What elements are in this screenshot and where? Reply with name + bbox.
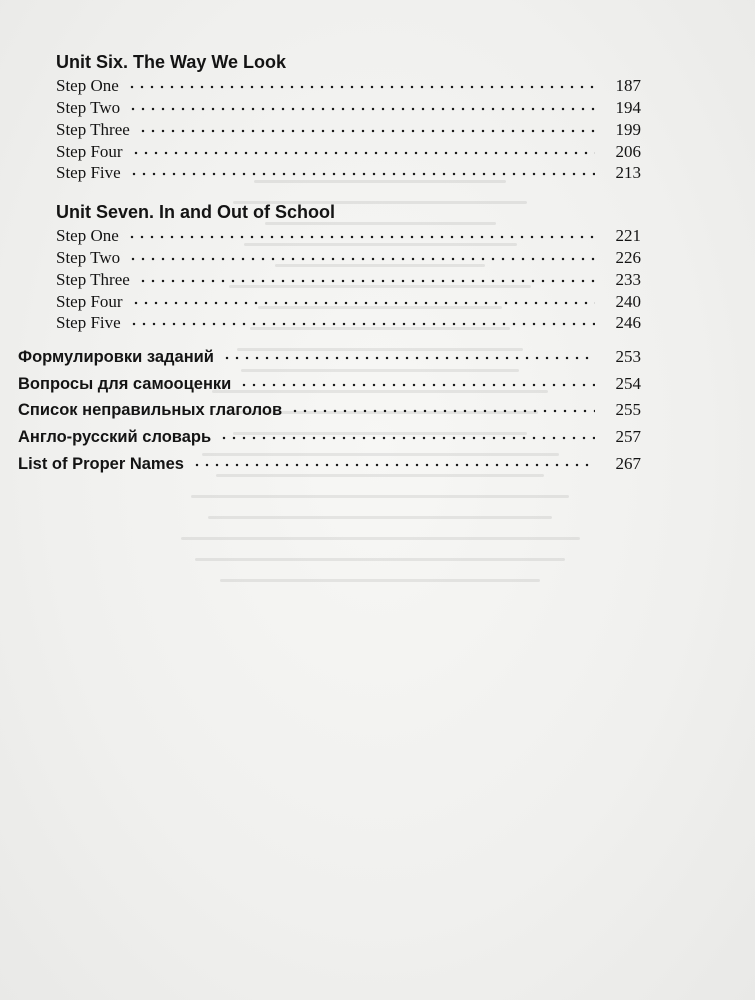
toc-appendix-entry[interactable] [18,425,641,447]
toc-entry-label: Step Five [56,163,121,182]
toc-appendix-entry[interactable] [18,372,641,394]
dot-leader [192,461,595,469]
dot-leader [138,127,595,135]
toc-entry-label: Step Two [56,248,121,267]
toc-entry-label: Step Three [56,120,130,139]
toc-appendix-entry[interactable] [18,398,641,420]
toc-entry-page: 187 [615,76,641,95]
toc-entry-label: Список неправильных глаголов [18,401,283,419]
dot-leader [129,320,595,328]
toc-entry-label: Вопросы для самооценки [18,375,232,393]
toc-entry-label: List of Proper Names [18,455,184,473]
toc-entry-page: 246 [615,313,641,332]
toc-entry-page: 254 [615,374,641,393]
toc-entry-page: 233 [615,270,641,289]
toc-entry[interactable] [56,290,641,312]
toc-entry-label: Англо-русский словарь [18,428,212,446]
toc-appendix-entry[interactable] [18,452,641,474]
toc-entry-page: 253 [615,347,641,366]
toc-entry-label: Формулировки заданий [18,348,214,366]
toc-entry-label: Step Five [56,313,121,332]
toc-entry-page: 221 [615,226,641,245]
toc-entry[interactable] [56,246,641,268]
unit-six-title: Unit Six. The Way We Look [56,52,287,72]
toc-entry-page: 213 [615,163,641,182]
dot-leader [127,83,595,91]
toc-entry-label: Step One [56,226,119,245]
dot-leader [138,277,595,285]
toc-entry-page: 240 [615,292,641,311]
toc-entry[interactable] [56,161,641,183]
dot-leader [131,149,595,157]
toc-entry-page: 199 [615,120,641,139]
dot-leader [128,255,595,263]
dot-leader [129,170,595,178]
toc-entry[interactable] [56,224,641,246]
dot-leader [290,407,595,415]
toc-entry[interactable] [56,96,641,118]
toc-entry-label: Step Three [56,270,130,289]
toc-appendix-entry[interactable] [18,345,641,367]
dot-leader [131,299,595,307]
toc-entry[interactable] [56,268,641,290]
toc-entry-label: Step Four [56,142,123,161]
dot-leader [219,434,595,442]
dot-leader [239,381,595,389]
toc-entry-page: 206 [615,142,641,161]
toc-entry[interactable] [56,311,641,333]
toc-entry-page: 194 [615,98,641,117]
toc-entry-page: 255 [615,400,641,419]
toc-entry-page: 267 [615,454,641,473]
dot-leader [128,105,595,113]
unit-seven-title: Unit Seven. In and Out of School [56,202,336,222]
toc-entry-page: 257 [615,427,641,446]
toc-entry-label: Step Two [56,98,121,117]
toc-entry[interactable] [56,74,641,96]
toc-entry-page: 226 [615,248,641,267]
dot-leader [222,354,595,362]
dot-leader [127,233,595,241]
toc-entry-label: Step Four [56,292,123,311]
toc-entry-label: Step One [56,76,119,95]
toc-entry[interactable] [56,140,641,162]
toc-entry[interactable] [56,118,641,140]
